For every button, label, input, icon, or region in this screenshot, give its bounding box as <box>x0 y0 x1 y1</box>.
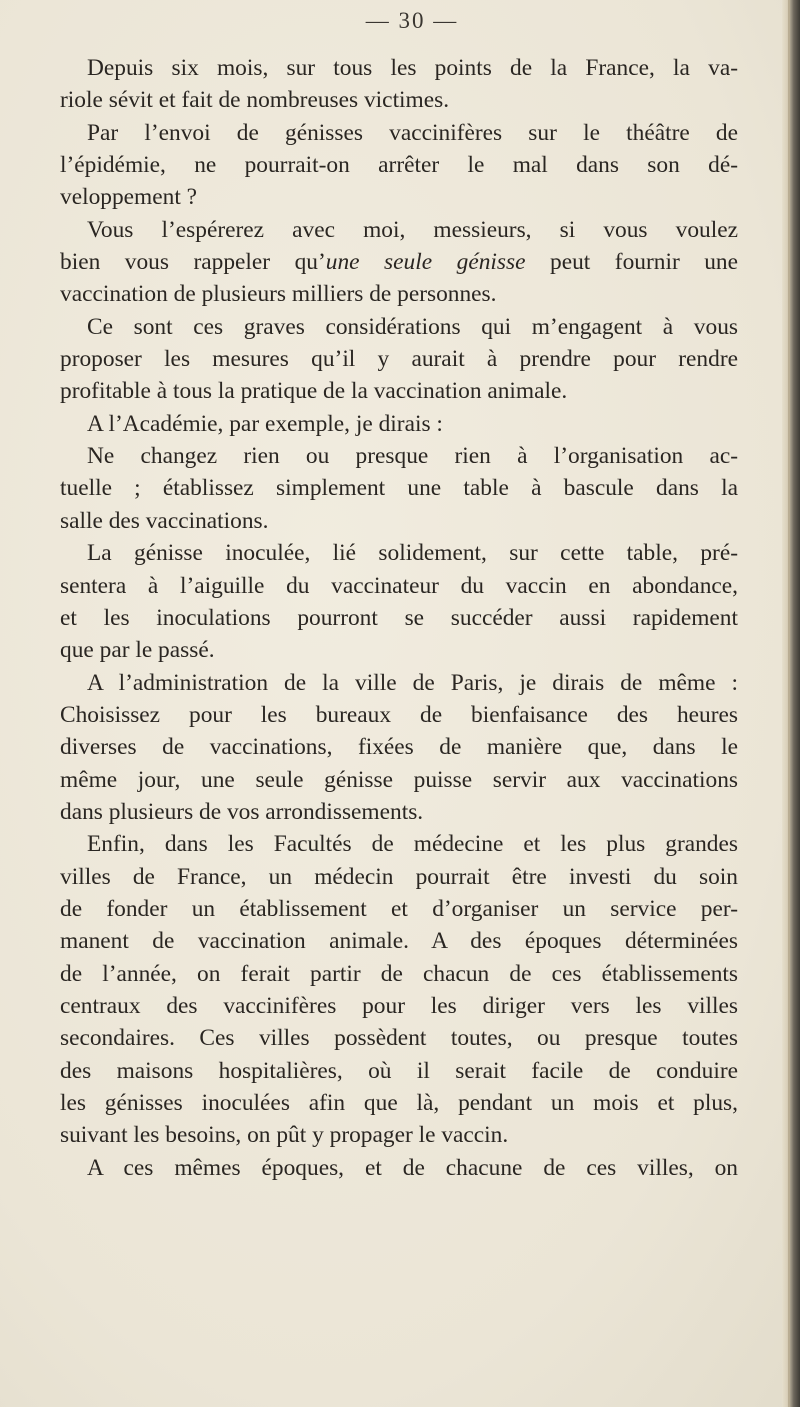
text-line: vaccination de plusieurs milliers de personnes. <box>60 281 497 308</box>
text-line: les génisses inoculées afin que là, pendant un mois et plus, <box>60 1090 738 1116</box>
text-line: suivant les besoins, on pût y propager le vaccin. <box>60 1122 509 1149</box>
text-line: proposer les mesures qu’il y aurait à prendre pour rendre <box>60 346 738 373</box>
text-line: Choisissez pour les bureaux de bienfaisance des heures <box>60 701 738 728</box>
text-line: sentera à l’aiguille du vaccinateur du vaccin en abondance, <box>60 572 738 599</box>
text-line: et les inoculations pourront se succéder aussi rapidement <box>60 604 738 631</box>
text-line: A ces mêmes époques, et de chacune de ces villes, on <box>87 1154 738 1181</box>
page-number: — 30 — <box>365 8 459 33</box>
text-line: riole sévit et fait de nombreuses victimes. <box>60 87 450 114</box>
text-segment: bien vous rappeler qu’ <box>60 249 326 276</box>
text-line: profitable à tous la pratique de la vaccination animale. <box>60 378 568 405</box>
text-line: l’épidémie, ne pourrait-on arrêter le mal dans son dé- <box>60 152 738 179</box>
text-segment: peut fournir une <box>525 249 739 276</box>
text-line: Ce sont ces graves considérations qui m’engagent à vous <box>87 313 738 340</box>
text-line: manent de vaccination animale. A des époques déterminées <box>60 928 738 955</box>
text-line: La génisse inoculée, lié solidement, sur cette table, pré- <box>87 540 738 567</box>
text-line: des maisons hospitalières, où il serait facile de conduire <box>60 1057 738 1084</box>
emphasis-text: une seule génisse <box>325 249 526 276</box>
text-line: Par l’envoi de génisses vaccinifères sur le théâtre de <box>87 119 738 146</box>
text-line: veloppement ? <box>60 184 198 211</box>
text-line: salle des vaccinations. <box>60 507 269 534</box>
text-line: de l’année, on ferait partir de chacun de ces établissements <box>60 960 738 987</box>
text-line: tuelle ; établissez simplement une table à bascule dans la <box>60 475 738 502</box>
body-text <box>60 52 738 1184</box>
text-line: même jour, une seule génisse puisse servir aux vaccinations <box>60 766 738 793</box>
page-edge-line <box>788 0 790 1407</box>
text-line: Ne changez rien ou presque rien à l’organisation ac- <box>87 443 738 470</box>
text-line: secondaires. Ces villes possèdent toutes, ou presque toutes <box>60 1025 738 1052</box>
text-line: que par le passé. <box>60 637 215 664</box>
text-line: Enfin, dans les Facultés de médecine et les plus grandes <box>87 831 738 858</box>
text-line: dans plusieurs de vos arrondissements. <box>60 798 424 825</box>
text-line: A l’administration de la ville de Paris, je dirais de même : <box>87 669 738 696</box>
text-line: diverses de vaccinations, fixées de manière que, dans le <box>60 734 738 761</box>
text-line: centraux des vaccinifères pour les diriger vers les villes <box>60 992 738 1019</box>
text-line: Depuis six mois, sur tous les points de la France, la va- <box>87 55 738 81</box>
text-line-with-emphasis <box>60 246 738 278</box>
text-line: A l’Académie, par exemple, je dirais : <box>87 410 443 437</box>
text-line: de fonder un établissement et d’organiser un service per- <box>60 895 738 922</box>
text-line: Vous l’espérerez avec moi, messieurs, si vous voulez <box>87 216 738 243</box>
text-line: villes de France, un médecin pourrait être investi du soin <box>60 863 738 890</box>
page-binding-shadow <box>782 0 800 1407</box>
